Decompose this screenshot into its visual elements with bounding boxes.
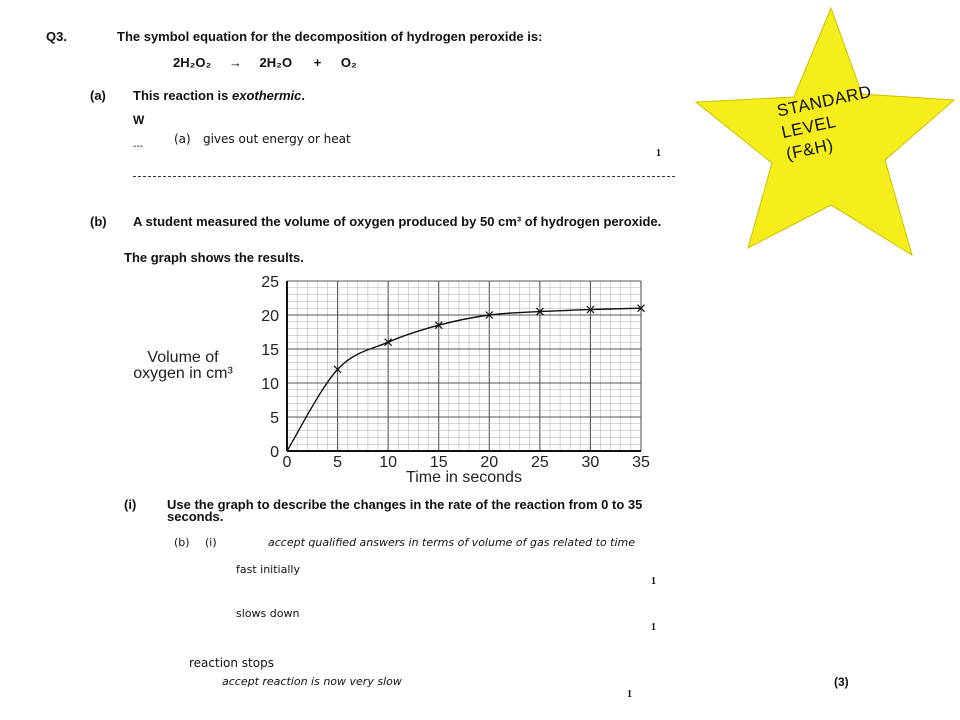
series-line — [287, 308, 641, 451]
y-tick-label: 5 — [270, 410, 279, 427]
question-number: Q3. — [46, 29, 67, 44]
w-label: W — [133, 113, 145, 127]
x-tick-label: 0 — [282, 454, 292, 471]
y-tick-label: 20 — [261, 308, 279, 325]
y-tick-label: 25 — [261, 274, 279, 291]
badge-line-3: (F&H) — [784, 135, 836, 164]
y-tick-label: 10 — [261, 376, 279, 393]
equation-reactant: 2H₂O₂ — [173, 55, 212, 70]
equation-product-oxygen: O₂ — [340, 55, 357, 70]
graph-intro: The graph shows the results. — [124, 250, 304, 265]
mark-2: 1 — [651, 622, 656, 633]
rate-graph — [115, 270, 675, 485]
equation — [173, 55, 357, 70]
y-axis-label-line1: Volume of — [147, 349, 219, 366]
badge-line-2: LEVEL — [779, 111, 838, 143]
part-a-period: . — [301, 88, 305, 103]
answer-a-label: (a) — [174, 132, 191, 146]
ms-label-i: (i) — [205, 536, 217, 549]
part-b-label: (b) — [90, 214, 107, 229]
answer-dashes: --- — [133, 141, 143, 152]
x-tick-label: 30 — [581, 454, 600, 471]
part-a-italic: exothermic — [231, 88, 302, 103]
answer-line — [133, 176, 675, 177]
equation-plus: + — [313, 55, 322, 70]
mark-1: 1 — [651, 576, 656, 587]
mark-point-2: slows down — [236, 607, 300, 620]
part-b-question: A student measured the volume of oxygen produced by 50 cm³ of hydrogen peroxide. — [133, 214, 662, 229]
ms-note: accept qualified answers in terms of volume of gas related to time — [268, 536, 636, 549]
total-marks: (3) — [834, 675, 849, 689]
y-axis-label-line2: oxygen in cm³ — [133, 365, 233, 382]
mark-a: 1 — [656, 148, 661, 159]
part-bi-label: (i) — [124, 497, 137, 512]
equation-product-water: 2H₂O — [259, 55, 293, 70]
x-tick-label: 15 — [429, 454, 448, 471]
equation-arrow: → — [228, 55, 242, 70]
x-tick-label: 35 — [632, 454, 650, 471]
x-tick-label: 10 — [379, 454, 398, 471]
mark-point-3: reaction stops — [189, 656, 274, 670]
mark-point-1: fast initially — [236, 563, 300, 576]
part-bi-question-line2: seconds. — [167, 509, 224, 524]
part-bi-question-line1: Use the graph to describe the changes in the rate of the reaction from 0 to 35 — [167, 497, 643, 512]
x-axis-label: Time in seconds — [406, 469, 522, 485]
x-tick-label: 25 — [530, 454, 549, 471]
x-tick-label: 5 — [333, 454, 343, 471]
x-tick-label: 20 — [480, 454, 499, 471]
badge-line-1: STANDARD — [775, 81, 874, 121]
mark-point-3-note: accept reaction is now very slow — [222, 675, 402, 688]
mark-3: 1 — [627, 689, 632, 700]
answer-a-text: gives out energy or heat — [203, 132, 351, 146]
question-stem: The symbol equation for the decomposition of hydrogen peroxide is: — [117, 29, 543, 44]
y-tick-label: 0 — [270, 444, 279, 461]
y-tick-label: 15 — [261, 342, 279, 359]
part-a-question — [133, 88, 305, 103]
part-a-label: (a) — [90, 88, 106, 103]
part-a-text: This reaction is — [133, 88, 232, 103]
ms-label-b: (b) — [174, 536, 190, 549]
